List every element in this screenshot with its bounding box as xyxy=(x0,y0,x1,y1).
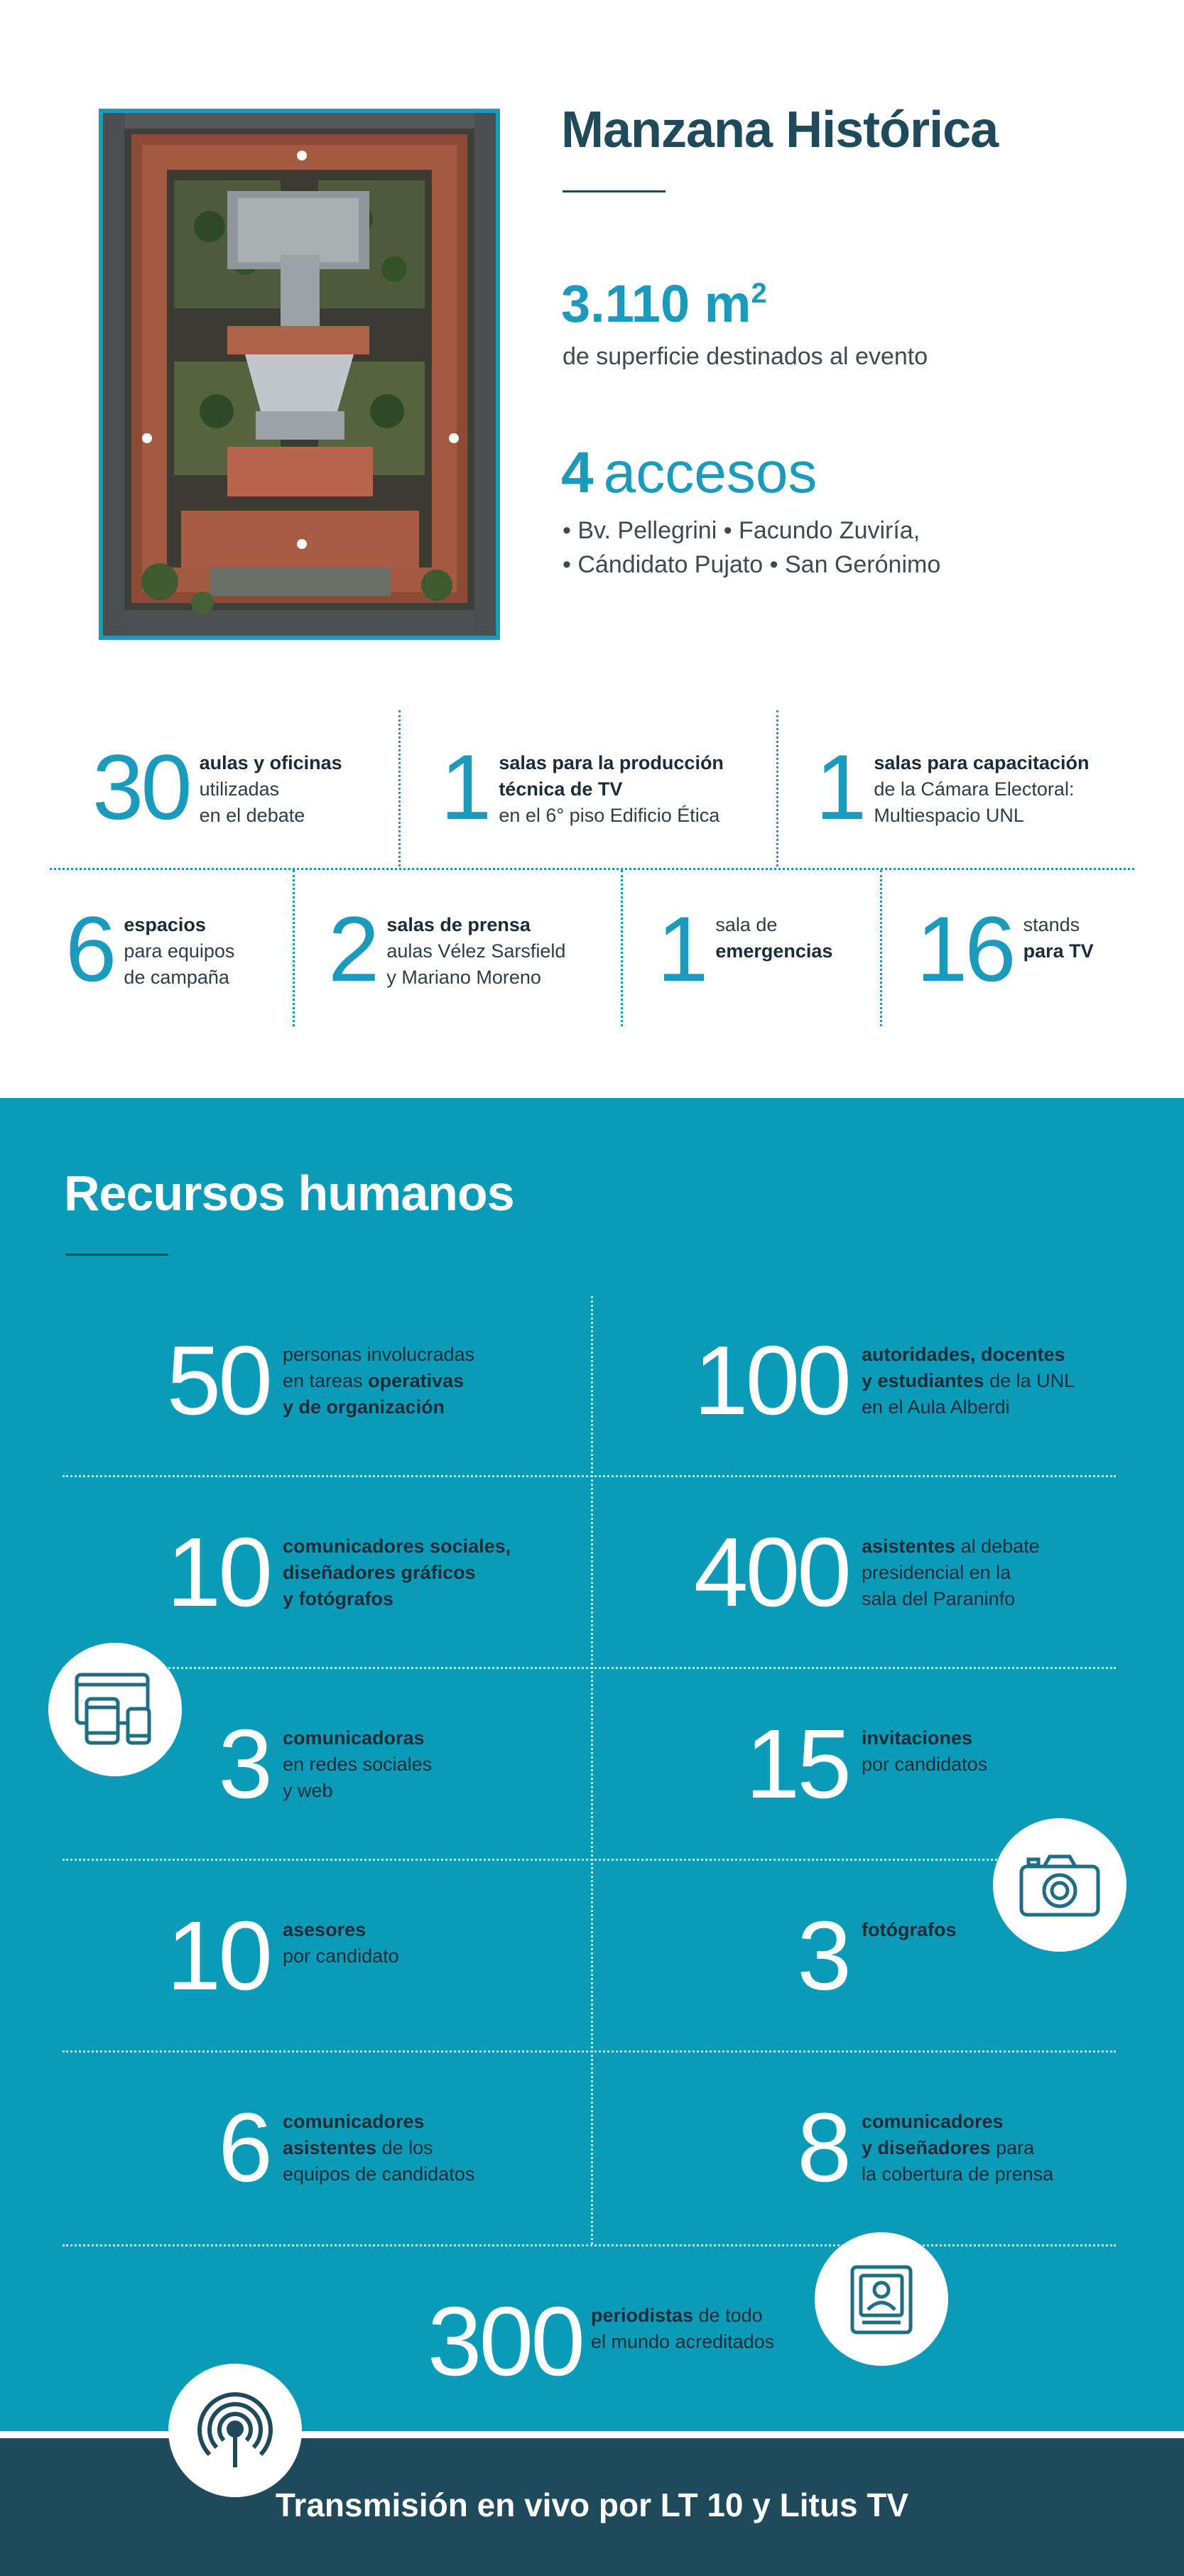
stat-number: 50 xyxy=(166,1326,270,1435)
stat-description: asesores por candidato xyxy=(283,1919,399,1967)
stat-number: 2 xyxy=(328,897,377,1001)
stat-number: 30 xyxy=(92,735,190,839)
stat-number: 10 xyxy=(166,1901,270,2011)
stat-number: 1 xyxy=(657,897,706,1001)
aerial-photo xyxy=(99,109,500,640)
stat-description: espacios para equipos de campaña xyxy=(124,914,235,988)
stat-number: 6 xyxy=(65,897,114,1001)
stat-description: stands para TV xyxy=(1023,914,1094,962)
broadcast-icon xyxy=(168,2364,302,2497)
stat-number: 16 xyxy=(916,897,1014,1001)
grid-divider xyxy=(591,1296,593,2244)
access-label: accesos xyxy=(603,440,818,505)
grid-divider xyxy=(776,710,778,866)
stat-description: comunicadoras en redes sociales y web xyxy=(283,1727,433,1801)
area-number: 3.110 m xyxy=(561,274,751,333)
stat-description: sala de emergencias xyxy=(715,914,833,962)
stat-description: autoridades, docentes y estudiantes de la UNL en el Aula Alberdi xyxy=(862,1344,1075,1418)
stat-description: fotógrafos xyxy=(862,1919,957,1940)
area-superscript: 2 xyxy=(751,278,767,309)
facility-stat-press-rooms xyxy=(328,897,566,1001)
facility-stat-classrooms xyxy=(92,735,342,839)
area-value xyxy=(561,273,767,334)
stat-number: 400 xyxy=(693,1518,849,1627)
human-resources-title: Recursos humanos xyxy=(64,1165,514,1221)
stat-number: 300 xyxy=(427,2287,582,2396)
access-list-line: • Bv. Pellegrini • Facundo Zuviría, xyxy=(563,517,920,544)
area-description: de superficie destinados al evento xyxy=(563,343,928,370)
stat-number: 8 xyxy=(797,2093,849,2202)
stat-description: asistentes al debate presidencial en la sala del Paraninfo xyxy=(862,1536,1040,1609)
access-count: 4 xyxy=(561,440,594,505)
camera-icon xyxy=(993,1818,1126,1952)
grid-divider xyxy=(63,1667,1116,1669)
grid-divider xyxy=(63,1859,1116,1861)
footer-text: Transmisión en vivo por LT 10 y Litus TV xyxy=(275,2487,909,2523)
stat-description: salas para la producción técnica de TV en el 6° piso Edificio Ética xyxy=(499,752,724,826)
stat-description: invitaciones por candidatos xyxy=(862,1727,988,1775)
stat-description: salas de prensa aulas Vélez Sarsfield y Mariano Moreno xyxy=(386,914,566,988)
stat-number: 1 xyxy=(815,735,864,839)
stat-number: 3 xyxy=(797,1901,849,2011)
grid-divider xyxy=(398,710,401,866)
stat-number: 100 xyxy=(693,1326,849,1435)
stat-description: aulas y oficinas utilizadas en el debate xyxy=(199,752,342,826)
stat-number: 15 xyxy=(745,1710,849,1819)
press-credential-icon xyxy=(815,2232,948,2366)
access-list-line: • Cándidato Pujato • San Gerónimo xyxy=(563,551,941,578)
stat-number: 10 xyxy=(166,1518,270,1627)
title-underline xyxy=(65,1254,168,1256)
title-underline xyxy=(563,190,666,192)
grid-divider xyxy=(63,2244,1116,2246)
access-heading xyxy=(561,440,818,505)
aerial-photo-illustration xyxy=(103,113,496,636)
grid-divider xyxy=(50,868,1134,870)
devices-icon xyxy=(48,1643,182,1776)
stat-number: 6 xyxy=(218,2093,270,2202)
stat-description: comunicadores asistentes de los equipos de candidatos xyxy=(283,2111,475,2185)
grid-divider xyxy=(880,870,882,1026)
grid-divider xyxy=(621,870,623,1026)
facility-stat-training-rooms xyxy=(815,735,1090,839)
grid-divider xyxy=(293,870,295,1026)
stat-description: periodistas de todo el mundo acreditados xyxy=(591,2305,775,2352)
facility-stat-emergency-room xyxy=(657,897,833,1001)
stat-description: comunicadores sociales, diseñadores gráficos y fotógrafos xyxy=(283,1536,511,1609)
stat-description: salas para capacitación de la Cámara Electoral: Multiespacio UNL xyxy=(874,752,1090,826)
stat-number: 1 xyxy=(440,735,489,839)
stat-number: 3 xyxy=(218,1710,270,1819)
stat-description: personas involucradas en tareas operativas y de organización xyxy=(283,1344,475,1418)
grid-divider xyxy=(63,2050,1116,2053)
historic-block-title: Manzana Histórica xyxy=(561,102,999,158)
facility-stat-tv-production xyxy=(440,735,724,839)
facility-stat-tv-stands xyxy=(916,897,1094,1001)
grid-divider xyxy=(63,1475,1116,1477)
facility-stat-campaign-spaces xyxy=(65,897,235,1001)
stat-description: comunicadores y diseñadores para la cobertura de prensa xyxy=(862,2111,1054,2185)
